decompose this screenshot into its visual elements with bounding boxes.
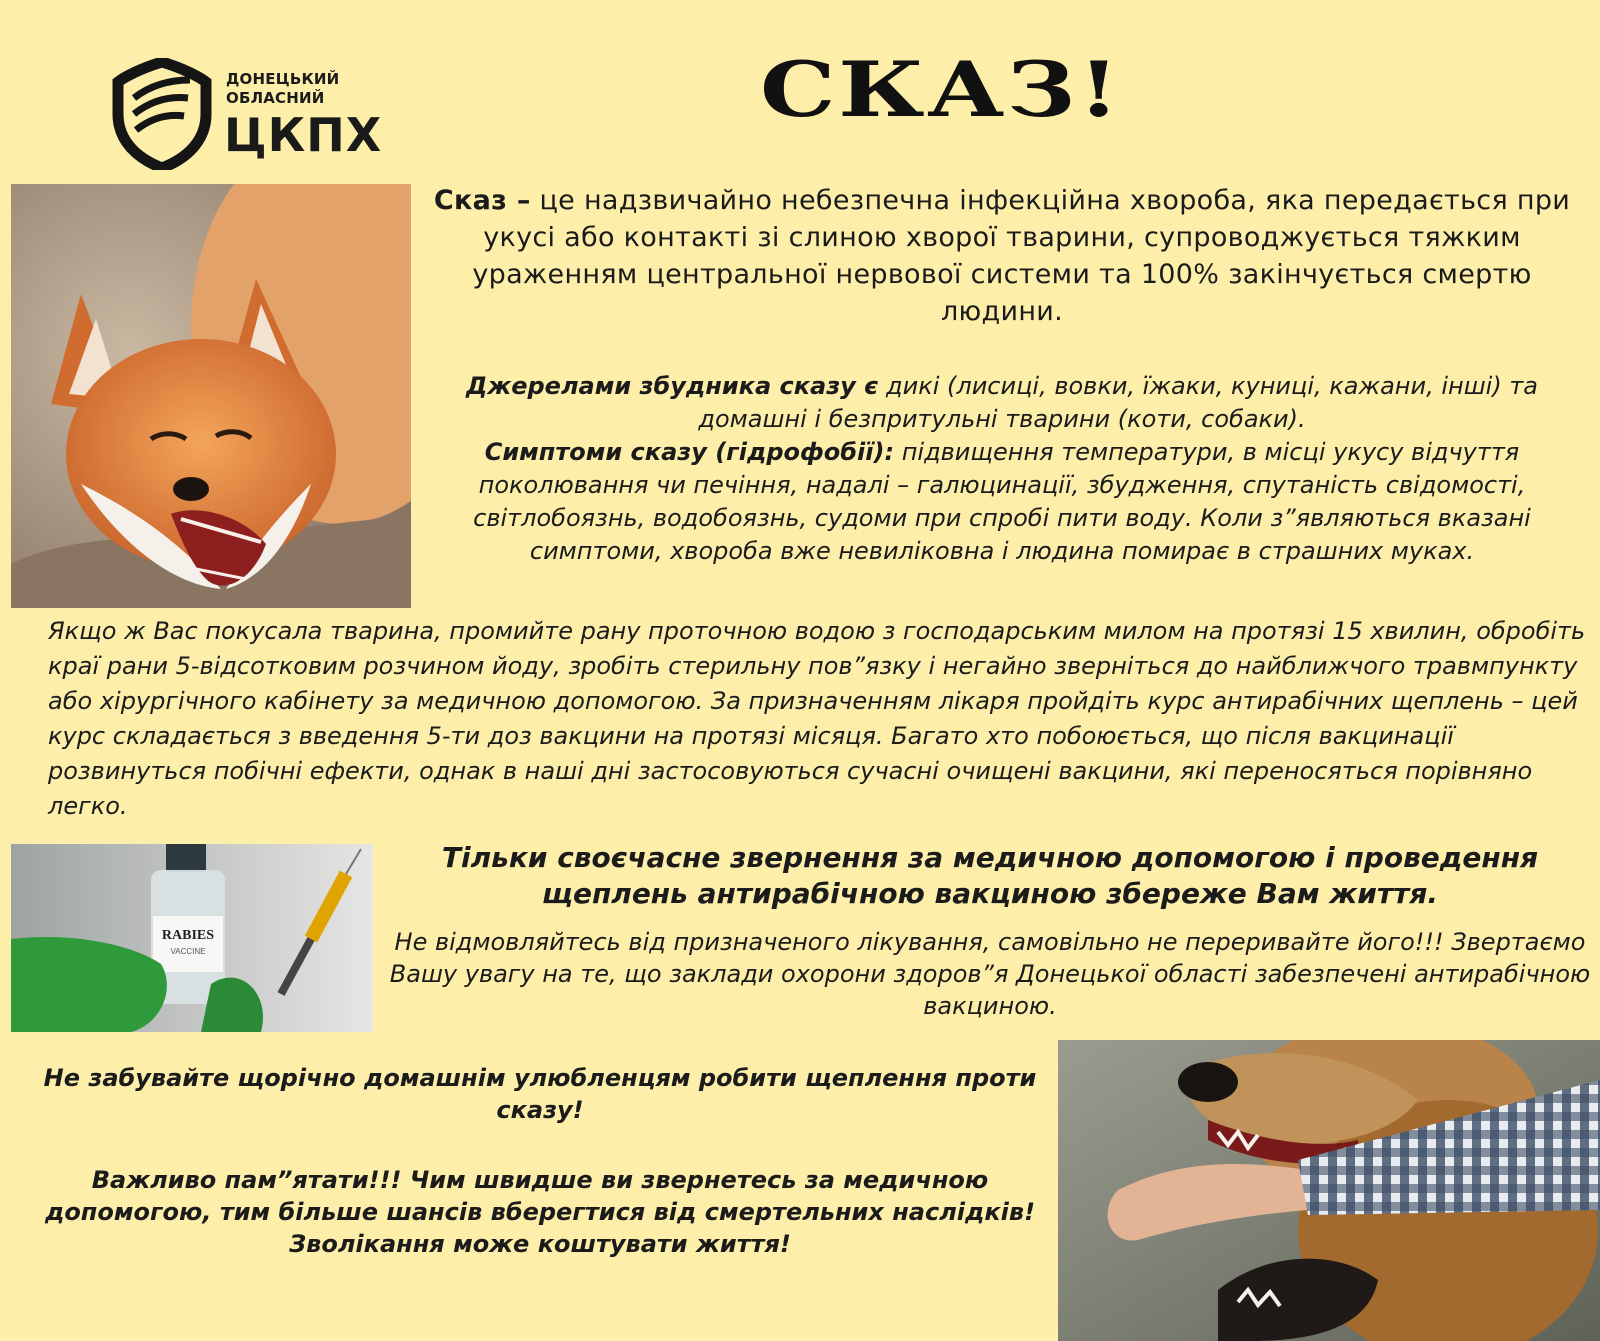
timely-care-callout: Тільки своєчасне звернення за медичною допомогою і проведення щеплень антирабічною вакциною збереже Вам життя. [441, 841, 1539, 910]
intro-paragraph [412, 182, 1592, 330]
sources-symptoms-paragraph [412, 370, 1592, 568]
logo-line-region: ДОНЕЦЬКИЙ [226, 70, 340, 88]
remember-warning: Важливо пам”ятати!!! Чим швидше ви звернетесь за медичною допомогою, тим більше шансів вберегтися від смертельних наслідків! Зволікання може коштувати життя! [44, 1166, 1036, 1258]
intro-term: Сказ – [433, 185, 531, 216]
organization-logo [112, 58, 383, 170]
sources-label: Джерелами збудника сказу є [465, 372, 879, 400]
no-cancel-paragraph: Не відмовляйтесь від призначеного лікування, самовільно не переривайте його!!! Звертаємо Вашу увагу на те, що заклади охорони здоров”я Донецької області забезпечені антирабічною вакциною. [389, 928, 1591, 1020]
symptoms-label: Симптоми сказу (гідрофобії): [484, 438, 895, 466]
vaccine-label-sub: VACCINE [170, 947, 206, 956]
pets-reminder: Не забувайте щорічно домашнім улюбленцям робити щеплення проти сказу! [43, 1064, 1037, 1124]
logo-line-type: ОБЛАСНИЙ [226, 89, 325, 107]
dog-bite-photo [1058, 1040, 1600, 1341]
vaccine-label-name: RABIES [161, 928, 215, 943]
bite-advice-paragraph: Якщо ж Вас покусала тварина, промийте рану проточною водою з господарським милом на протязі 15 хвилин, обробіть краї рани 5-відсотковим розчином йоду, зробіть стерильну пов”язку і негайно зверніться до найближчого травмпункту або хірургічного кабінету за медичною допомогою. За призначенням лікаря пройдіть курс антирабічних щеплень – цей курс складається з введення 5-ти доз вакцини на протязі місяця. Багато хто побоюється, що після вакцинації розвинуться побічні ефекти, однак в наші дні застосовуються сучасні очищені вакцини, які переносяться порівняно легко. [48, 617, 1586, 820]
page-title: СКАЗ! [760, 45, 1123, 134]
intro-text: це надзвичайно небезпечна інфекційна хвороба, яка передається при укусі або контакті зі слиною хворої тварини, супроводжується тяжким ураженням центральної нервової системи та 100% закінчується смертю людини. [472, 185, 1571, 327]
vaccine-photo [11, 844, 373, 1032]
shield-logo-icon [112, 58, 212, 170]
fox-photo [11, 184, 411, 608]
logo-line-abbr: ЦКПХ [224, 108, 383, 162]
sources-text: дикі (лисиці, вовки, їжаки, куниці, кажани, інші) та домашні і безпритульні тварини (коти, собаки). [698, 372, 1539, 433]
symptoms-text: підвищення температури, в місці укусу відчуття поколювання чи печіння, надалі – галюцинації, збудження, спутаність свідомості, світлобоязнь, водобоязнь, судоми при спробі пити воду. Коли з”являються вказані симптоми, хвороба вже невиліковна і людина помирає в страшних муках. [473, 438, 1531, 565]
